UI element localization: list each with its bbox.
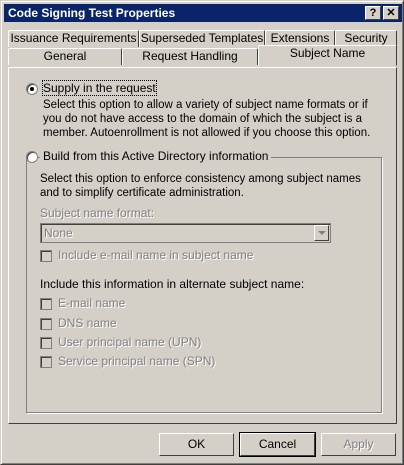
radio-selected-dot [30, 87, 34, 91]
ok-button[interactable]: OK [159, 433, 234, 456]
chevron-down-icon[interactable] [314, 225, 329, 241]
subject-name-format-value: None [44, 226, 73, 240]
tab-label: Issuance Requirements [10, 31, 137, 45]
tab-general[interactable] [8, 48, 122, 65]
subject-name-format-select[interactable] [40, 223, 331, 243]
upn-checkbox[interactable] [40, 337, 52, 349]
tab-label: Subject Name [289, 46, 366, 60]
cancel-button[interactable]: Cancel [240, 433, 315, 456]
tab-issuance-requirements[interactable] [8, 30, 139, 47]
window-title: Code Signing Test Properties [8, 6, 176, 20]
subject-name-panel [8, 67, 397, 424]
supply-description: Select this option to allow a variety of subject name formats or if you do not have access to the domain of which the subject is a member. Autoenrollment is not allowed if you choose this option. [43, 99, 371, 139]
close-button[interactable]: ✕ [383, 6, 399, 20]
include-email-label: Include e-mail name in subject name [58, 248, 254, 262]
tab-label: Request Handling [142, 49, 238, 63]
dns-name-checkbox[interactable] [40, 318, 52, 330]
tab-label: Superseded Templates [140, 31, 264, 45]
dns-name-label: DNS name [58, 316, 117, 330]
tab-superseded-templates[interactable] [139, 30, 265, 47]
subject-name-format-label: Subject name format: [40, 206, 155, 220]
build-from-ad-radio[interactable] [26, 151, 38, 163]
tab-label: Extensions [270, 31, 330, 45]
tab-label: General [43, 49, 87, 63]
tab-request-handling[interactable] [122, 48, 258, 65]
help-button[interactable]: ? [365, 6, 381, 20]
spn-checkbox[interactable] [40, 356, 52, 368]
build-from-ad-label[interactable]: Build from this Active Directory information [40, 149, 271, 163]
upn-label: User principal name (UPN) [58, 335, 202, 349]
email-name-checkbox[interactable] [40, 298, 52, 310]
spn-label: Service principal name (SPN) [58, 354, 216, 368]
build-description: Select this option to enforce consistency among subject names and to simplify certificate administration. [40, 173, 361, 199]
supply-in-request-radio[interactable] [26, 83, 38, 95]
title-bar[interactable] [4, 4, 402, 22]
alt-subject-heading: Include this information in alternate subject name: [40, 277, 305, 291]
tab-subject-name[interactable] [258, 45, 397, 66]
build-from-ad-group [26, 157, 382, 413]
include-email-checkbox[interactable] [40, 250, 52, 262]
tab-label: Security [344, 31, 388, 45]
supply-in-request-label[interactable]: Supply in the request [43, 81, 156, 95]
email-name-label: E-mail name [58, 296, 126, 310]
apply-button[interactable]: Apply [321, 433, 396, 456]
